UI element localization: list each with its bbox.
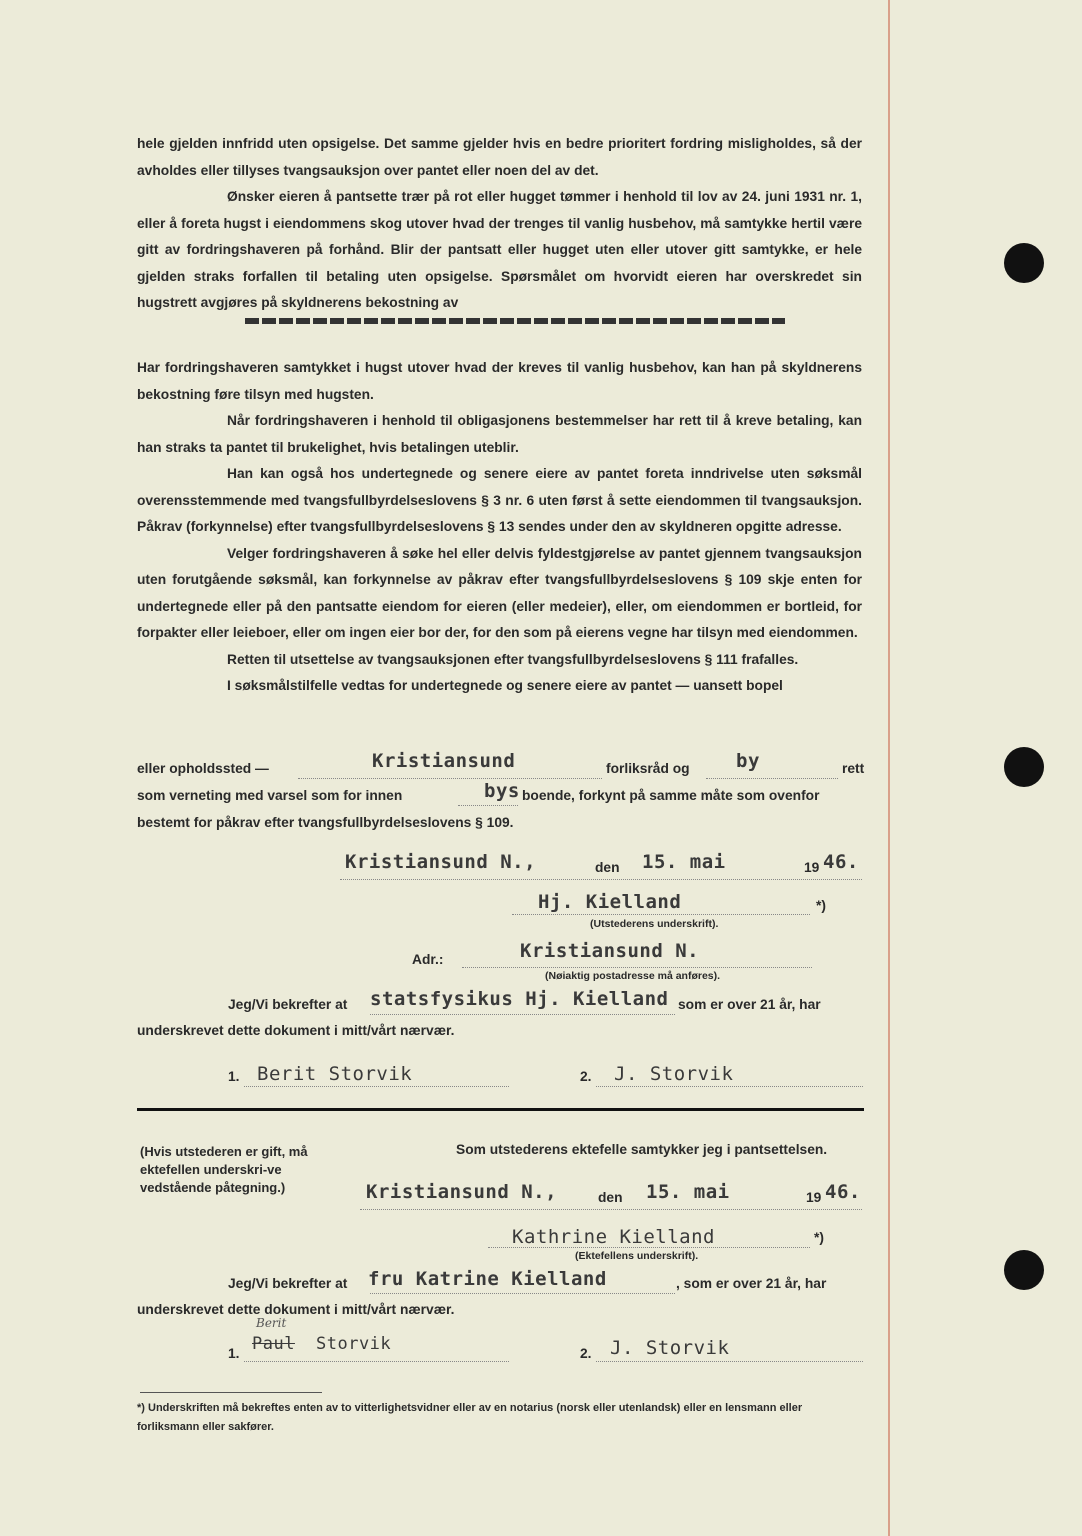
paragraph: Når fordringshaveren i henhold til obligasjonens bestemmelser har rett til å kreve betaling, kan han straks ta pantet til brukelighet, hvis betalingen uteblir. xyxy=(137,413,862,455)
confirm-text: som er over 21 år, har xyxy=(678,997,821,1012)
punch-hole xyxy=(1004,1250,1044,1290)
handwritten-correction: Berit xyxy=(256,1316,287,1330)
witness-signature: J. Storvik xyxy=(610,1337,730,1359)
fill-line xyxy=(706,777,838,779)
confirm-text: Jeg/Vi bekrefter at xyxy=(228,997,348,1012)
paragraph: Retten til utsettelse av tvangsauksjonen efter tvangsfullbyrdelseslovens § 111 frafalles. xyxy=(227,651,799,667)
footnote-rule xyxy=(140,1392,322,1393)
sign-date: 15. mai xyxy=(642,851,726,873)
paragraph: Ønsker eieren å pantsette trær på rot eller hugget tømmer i henhold til lov av 24. juni 1931 nr. 1, eller å foreta hugst i eiendommens skog utover hvad der trenges til vanlig husbehov, må samtykke hertil være gitt av fordringshaveren på forhånd. Blir der pantsatt eller hugget uten eller utover gitt samtykke, er hele gjelden straks forfallen til betaling uten opsigelse. Spørsmålet om hvorvidt eieren har overskredet sin hugstrett avgjøres på skyldnerens bekostning av xyxy=(137,189,862,310)
witness-number: 2. xyxy=(580,1069,592,1084)
issuer-signature: Hj. Kielland xyxy=(538,891,682,913)
signature-line xyxy=(244,1360,509,1362)
clause-block-1 xyxy=(137,131,862,317)
venue-line2a: som verneting med varsel som for innen xyxy=(137,788,403,803)
venue-kind2: bys xyxy=(484,780,520,802)
address-caption: (Nøiaktig postadresse må anføres). xyxy=(545,970,721,982)
margin-line xyxy=(888,0,890,1536)
confirm-text: Jeg/Vi bekrefter at xyxy=(228,1276,348,1291)
punch-hole xyxy=(1004,243,1044,283)
paragraph: Velger fordringshaveren å søke hel eller delvis fyldestgjørelse av pantet gjennem tvangsauksjon uten forutgående søksmål, kan forkynnelse av påkrav efter tvangsfullbyrdelseslovens § 109 skje enten for undertegnede eller på den pantsatte eiendom for eieren (eller medeier), eller, om eiendommen er bortleid, for forpakter eller leieboer, eller om ingen eier bor der, for den som på eierens vegne har tilsyn med eiendommen. xyxy=(137,545,862,640)
footnote-marker: *) xyxy=(814,1230,824,1245)
fill-line xyxy=(360,1208,862,1210)
paragraph: hele gjelden innfridd uten opsigelse. Det samme gjelder hvis en bedre prioritert fordring misligholdes, så der avholdes eller tillyses tvangsauksjon over pantet eller noen del av det. xyxy=(137,136,862,178)
signature-caption: (Utstederens underskrift). xyxy=(590,918,719,930)
clause-block-2 xyxy=(137,355,862,700)
witnessed-party: fru Katrine Kielland xyxy=(368,1268,607,1290)
footnote: *) Underskriften må bekreftes enten av to vitterlighetsvidner eller av en notarius (norsk eller utenlandsk) eller en lensmann eller forliksmann eller sakfører. xyxy=(137,1402,803,1433)
year-prefix: 19 xyxy=(804,860,820,875)
fill-line xyxy=(370,1013,675,1015)
witness-number: 1. xyxy=(228,1346,240,1361)
venue-line2b: boende, forkynt på samme måte som ovenfor xyxy=(522,788,820,803)
spouse-signature: Kathrine Kielland xyxy=(512,1226,715,1248)
den-label: den xyxy=(598,1190,623,1205)
venue-place: Kristiansund xyxy=(372,750,516,772)
confirm-text: , som er over 21 år, har xyxy=(676,1276,827,1291)
fill-line xyxy=(340,878,862,880)
paragraph: I søksmålstilfelle vedtas for undertegnede og senere eiere av pantet — uansett bopel xyxy=(227,678,783,693)
address-value: Kristiansund N. xyxy=(520,940,700,962)
den-label: den xyxy=(595,860,620,875)
footnote-marker: *) xyxy=(816,898,826,913)
witnessed-party: statsfysikus Hj. Kielland xyxy=(370,988,669,1010)
signature-line xyxy=(244,1085,509,1087)
signature-line xyxy=(512,913,810,915)
venue-line3: bestemt for påkrav efter tvangsfullbyrdelseslovens § 109. xyxy=(137,815,514,830)
fill-dashes xyxy=(245,318,785,324)
paragraph: Har fordringshaveren samtykket i hugst utover hvad der kreves til vanlig husbehov, kan han på skyldnerens bekostning føre tilsyn med hugsten. xyxy=(137,360,862,402)
witness-signature: Storvik xyxy=(316,1334,392,1354)
fill-line xyxy=(462,966,812,968)
year-prefix: 19 xyxy=(806,1190,822,1205)
witness-signature: J. Storvik xyxy=(614,1063,734,1085)
confirm-text: underskrevet dette dokument i mitt/vårt nærvær. xyxy=(137,1023,455,1038)
witness-signature: Berit Storvik xyxy=(257,1063,413,1085)
venue-suffix: rett xyxy=(842,761,865,776)
sign-place: Kristiansund N., xyxy=(345,851,537,873)
fill-line xyxy=(298,777,602,779)
venue-prefix: eller opholdssted — xyxy=(137,761,269,776)
venue-mid: forliksråd og xyxy=(606,761,690,776)
spouse-place: Kristiansund N., xyxy=(366,1181,558,1203)
section-divider xyxy=(137,1108,864,1111)
confirm-text: underskrevet dette dokument i mitt/vårt nærvær. xyxy=(137,1302,455,1317)
signature-caption: (Ektefellens underskrift). xyxy=(575,1250,699,1262)
signature-line xyxy=(596,1360,863,1362)
paragraph: Han kan også hos undertegnede og senere eiere av pantet foreta inndrivelse uten søksmål overensstemmende med tvangsfullbyrdelseslovens § 3 nr. 6 uten først å sette eiendommen til tvangsauksjon. Påkrav (forkynnelse) efter tvangsfullbyrdelseslovens § 13 sendes under den av skyldneren opgitte adresse. xyxy=(137,466,862,534)
address-label: Adr.: xyxy=(412,952,444,967)
spouse-date: 15. mai xyxy=(646,1181,730,1203)
venue-kind: by xyxy=(736,750,760,772)
witness-number: 2. xyxy=(580,1346,592,1361)
struck-name: Paul xyxy=(252,1334,295,1354)
witness-number: 1. xyxy=(228,1069,240,1084)
year-suffix: 46. xyxy=(825,1181,861,1203)
fill-line xyxy=(370,1292,675,1294)
year-suffix: 46. xyxy=(823,851,859,873)
fill-line xyxy=(458,804,518,806)
spouse-consent: Som utstederens ektefelle samtykker jeg i pantsettelsen. xyxy=(456,1142,828,1157)
signature-line xyxy=(596,1085,863,1087)
spouse-instruction: (Hvis utstederen er gift, må ektefellen underskri-ve vedstående påtegning.) xyxy=(140,1144,308,1195)
punch-hole xyxy=(1004,747,1044,787)
